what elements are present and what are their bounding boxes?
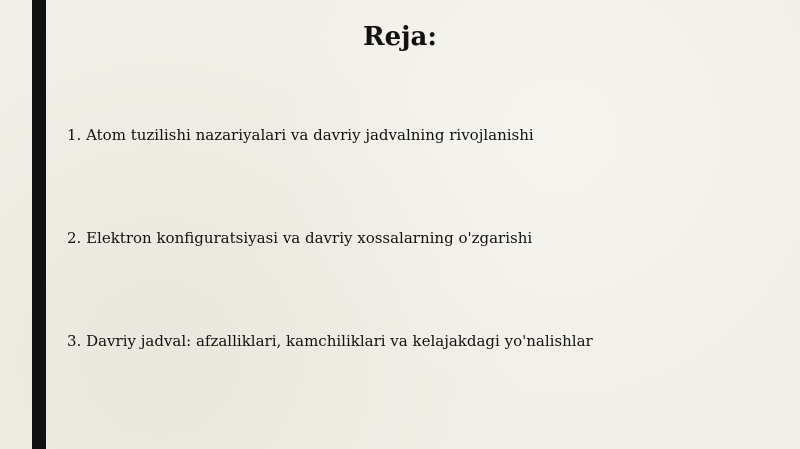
agenda-item-1: 1. Atom tuzilishi nazariyalari va davriy jadvalning rivojlanishi xyxy=(67,126,534,144)
slide-title: Reja: xyxy=(362,22,437,52)
accent-bar xyxy=(32,0,46,449)
agenda-item-2: 2. Elektron konfiguratsiyasi va davriy xossalarning o'zgarishi xyxy=(67,229,533,247)
agenda-item-3: 3. Davriy jadval: afzalliklari, kamchiliklari va kelajakdagi yo'nalishlar xyxy=(67,332,593,350)
